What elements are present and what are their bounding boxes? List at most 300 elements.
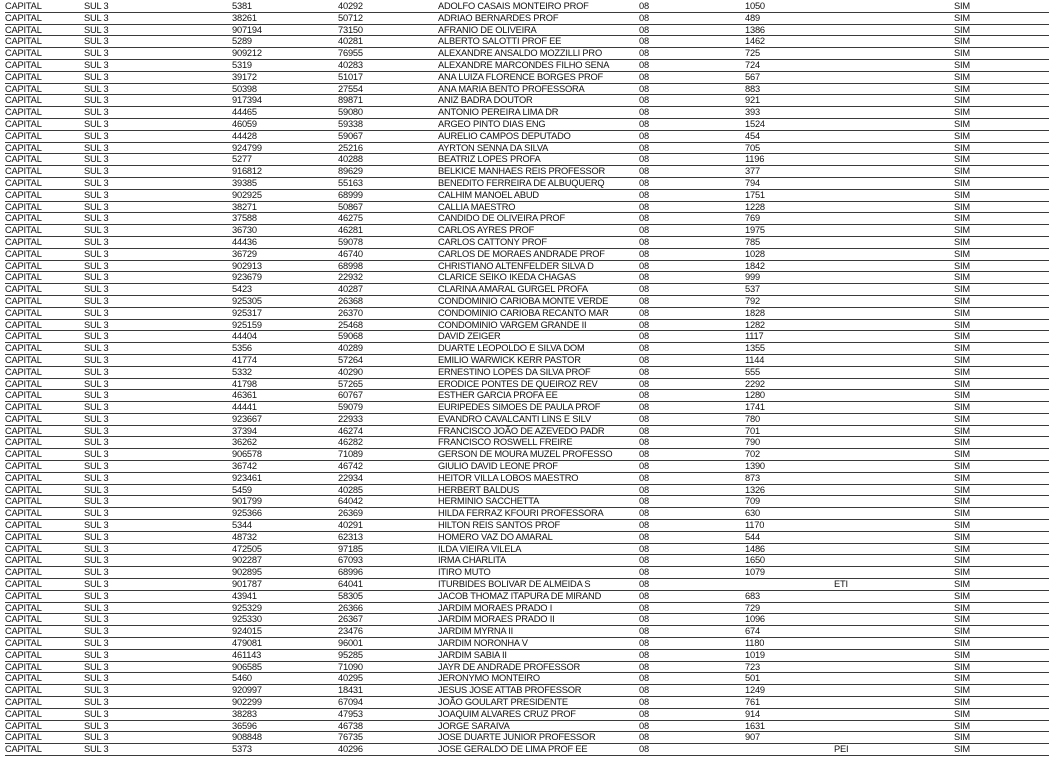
cie-code-cell: 40296 bbox=[338, 744, 363, 755]
table-row bbox=[5, 402, 1049, 414]
enrollment-cell: 705 bbox=[745, 142, 760, 153]
status-cell: SIM bbox=[954, 343, 970, 354]
grade-cell: 08 bbox=[639, 378, 649, 389]
table-row bbox=[5, 567, 1049, 579]
enrollment-cell: 1282 bbox=[745, 319, 765, 330]
table-row bbox=[5, 296, 1049, 308]
grade-cell: 08 bbox=[639, 59, 649, 70]
district-cell: SUL 3 bbox=[84, 543, 109, 554]
enrollment-cell: 537 bbox=[745, 284, 760, 295]
school-name-cell: ANTONIO PEREIRA LIMA DR bbox=[438, 107, 559, 118]
program-cell bbox=[834, 555, 954, 566]
table-row bbox=[5, 603, 1049, 615]
district-cell: SUL 3 bbox=[84, 354, 109, 365]
table-row bbox=[5, 213, 1049, 225]
school-name-cell: CANDIDO DE OLIVEIRA PROF bbox=[438, 213, 565, 224]
district-cell: SUL 3 bbox=[84, 177, 109, 188]
school-code-cell: 902895 bbox=[232, 567, 262, 578]
enrollment-cell: 1462 bbox=[745, 36, 765, 47]
grade-cell: 08 bbox=[639, 673, 649, 684]
enrollment-cell: 567 bbox=[745, 71, 760, 82]
grade-cell: 08 bbox=[639, 579, 649, 590]
status-cell: SIM bbox=[954, 213, 970, 224]
cie-code-cell: 73150 bbox=[338, 24, 363, 35]
grade-cell: 08 bbox=[639, 130, 649, 141]
table-row bbox=[5, 379, 1049, 391]
district-cell: SUL 3 bbox=[84, 649, 109, 660]
program-cell bbox=[834, 485, 954, 496]
table-row bbox=[5, 544, 1049, 556]
grade-cell: 08 bbox=[639, 555, 649, 566]
table-row bbox=[5, 461, 1049, 473]
cie-code-cell: 46742 bbox=[338, 461, 363, 472]
cie-code-cell: 97185 bbox=[338, 543, 363, 554]
school-name-cell: ALBERTO SALOTTI PROF EE bbox=[438, 36, 562, 47]
cie-code-cell: 50867 bbox=[338, 201, 363, 212]
school-code-cell: 5423 bbox=[232, 284, 252, 295]
status-cell: SIM bbox=[954, 508, 970, 519]
program-cell bbox=[834, 320, 954, 331]
program-cell bbox=[834, 296, 954, 307]
grade-cell: 08 bbox=[639, 602, 649, 613]
enrollment-cell: 1228 bbox=[745, 201, 765, 212]
region-cell: CAPITAL bbox=[5, 732, 42, 743]
program-cell bbox=[834, 650, 954, 661]
region-cell: CAPITAL bbox=[5, 579, 42, 590]
table-row bbox=[5, 437, 1049, 449]
enrollment-cell: 1486 bbox=[745, 543, 765, 554]
program-cell bbox=[834, 449, 954, 460]
region-cell: CAPITAL bbox=[5, 425, 42, 436]
district-cell: SUL 3 bbox=[84, 366, 109, 377]
table-row bbox=[5, 331, 1049, 343]
school-code-cell: 48732 bbox=[232, 531, 257, 542]
cie-code-cell: 59068 bbox=[338, 331, 363, 342]
district-cell: SUL 3 bbox=[84, 520, 109, 531]
status-cell: SIM bbox=[954, 319, 970, 330]
school-code-cell: 902925 bbox=[232, 189, 262, 200]
program-cell bbox=[834, 390, 954, 401]
table-row bbox=[5, 520, 1049, 532]
school-code-cell: 901787 bbox=[232, 579, 262, 590]
enrollment-cell: 1180 bbox=[745, 638, 765, 649]
school-code-cell: 44428 bbox=[232, 130, 257, 141]
enrollment-cell: 702 bbox=[745, 449, 760, 460]
district-cell: SUL 3 bbox=[84, 638, 109, 649]
region-cell: CAPITAL bbox=[5, 520, 42, 531]
grade-cell: 08 bbox=[639, 614, 649, 625]
school-code-cell: 902913 bbox=[232, 260, 262, 271]
school-code-cell: 5332 bbox=[232, 366, 252, 377]
program-cell bbox=[834, 237, 954, 248]
program-cell bbox=[834, 1, 954, 12]
region-cell: CAPITAL bbox=[5, 130, 42, 141]
grade-cell: 08 bbox=[639, 213, 649, 224]
cie-code-cell: 71090 bbox=[338, 661, 363, 672]
school-name-cell: GERSON DE MOURA MUZEL PROFESSO bbox=[438, 449, 613, 460]
program-cell bbox=[834, 567, 954, 578]
school-name-cell: AYRTON SENNA DA SILVA bbox=[438, 142, 549, 153]
cie-code-cell: 26367 bbox=[338, 614, 363, 625]
region-cell: CAPITAL bbox=[5, 36, 42, 47]
program-cell bbox=[834, 225, 954, 236]
school-name-cell: HILDA FERRAZ KFOURI PROFESSORA bbox=[438, 508, 604, 519]
grade-cell: 08 bbox=[639, 437, 649, 448]
region-cell: CAPITAL bbox=[5, 201, 42, 212]
school-code-cell: 39172 bbox=[232, 71, 257, 82]
cie-code-cell: 57265 bbox=[338, 378, 363, 389]
table-row bbox=[5, 60, 1049, 72]
school-name-cell: HEITOR VILLA LOBOS MAESTRO bbox=[438, 472, 579, 483]
table-row bbox=[5, 662, 1049, 674]
table-row bbox=[5, 650, 1049, 662]
district-cell: SUL 3 bbox=[84, 83, 109, 94]
grade-cell: 08 bbox=[639, 402, 649, 413]
district-cell: SUL 3 bbox=[84, 107, 109, 118]
district-cell: SUL 3 bbox=[84, 95, 109, 106]
table-row bbox=[5, 426, 1049, 438]
grade-cell: 08 bbox=[639, 366, 649, 377]
school-name-cell: JORGE SARAIVA bbox=[438, 720, 510, 731]
enrollment-cell: 729 bbox=[745, 602, 760, 613]
status-cell: SIM bbox=[954, 626, 970, 637]
grade-cell: 08 bbox=[639, 12, 649, 23]
table-row bbox=[5, 131, 1049, 143]
table-row bbox=[5, 485, 1049, 497]
program-cell bbox=[834, 685, 954, 696]
district-cell: SUL 3 bbox=[84, 36, 109, 47]
status-cell: SIM bbox=[954, 390, 970, 401]
enrollment-cell: 377 bbox=[745, 166, 760, 177]
program-cell bbox=[834, 13, 954, 24]
region-cell: CAPITAL bbox=[5, 673, 42, 684]
school-name-cell: GIULIO DAVID LEONE PROF bbox=[438, 461, 558, 472]
cie-code-cell: 67093 bbox=[338, 555, 363, 566]
grade-cell: 08 bbox=[639, 166, 649, 177]
table-row bbox=[5, 343, 1049, 355]
enrollment-cell: 1524 bbox=[745, 118, 765, 129]
program-cell bbox=[834, 261, 954, 272]
status-cell: SIM bbox=[954, 732, 970, 743]
table-row bbox=[5, 143, 1049, 155]
school-name-cell: CARLOS AYRES PROF bbox=[438, 225, 535, 236]
school-code-cell: 923461 bbox=[232, 472, 262, 483]
cie-code-cell: 40285 bbox=[338, 484, 363, 495]
region-cell: CAPITAL bbox=[5, 248, 42, 259]
region-cell: CAPITAL bbox=[5, 531, 42, 542]
district-cell: SUL 3 bbox=[84, 142, 109, 153]
table-row bbox=[5, 261, 1049, 273]
cie-code-cell: 59078 bbox=[338, 236, 363, 247]
school-code-cell: 902287 bbox=[232, 555, 262, 566]
school-name-cell: DUARTE LEOPOLDO E SILVA DOM bbox=[438, 343, 585, 354]
district-cell: SUL 3 bbox=[84, 590, 109, 601]
program-cell bbox=[834, 473, 954, 484]
enrollment-cell: 501 bbox=[745, 673, 760, 684]
grade-cell: 08 bbox=[639, 708, 649, 719]
district-cell: SUL 3 bbox=[84, 295, 109, 306]
program-cell bbox=[834, 591, 954, 602]
district-cell: SUL 3 bbox=[84, 614, 109, 625]
status-cell: SIM bbox=[954, 272, 970, 283]
program-cell bbox=[834, 107, 954, 118]
status-cell: SIM bbox=[954, 284, 970, 295]
school-code-cell: 908848 bbox=[232, 732, 262, 743]
program-cell bbox=[834, 437, 954, 448]
cie-code-cell: 51017 bbox=[338, 71, 363, 82]
status-cell: SIM bbox=[954, 295, 970, 306]
district-cell: SUL 3 bbox=[84, 567, 109, 578]
district-cell: SUL 3 bbox=[84, 579, 109, 590]
table-row bbox=[5, 496, 1049, 508]
table-row bbox=[5, 249, 1049, 261]
program-cell bbox=[834, 426, 954, 437]
school-code-cell: 50398 bbox=[232, 83, 257, 94]
status-cell: SIM bbox=[954, 720, 970, 731]
program-cell bbox=[834, 532, 954, 543]
school-name-cell: CARLOS CATTONY PROF bbox=[438, 236, 547, 247]
school-code-cell: 5319 bbox=[232, 59, 252, 70]
table-row bbox=[5, 225, 1049, 237]
program-cell bbox=[834, 95, 954, 106]
region-cell: CAPITAL bbox=[5, 213, 42, 224]
grade-cell: 08 bbox=[639, 260, 649, 271]
school-code-cell: 925305 bbox=[232, 295, 262, 306]
region-cell: CAPITAL bbox=[5, 295, 42, 306]
cie-code-cell: 68998 bbox=[338, 260, 363, 271]
program-cell bbox=[834, 202, 954, 213]
program-cell bbox=[834, 673, 954, 684]
school-code-cell: 43941 bbox=[232, 590, 257, 601]
cie-code-cell: 46281 bbox=[338, 225, 363, 236]
grade-cell: 08 bbox=[639, 331, 649, 342]
region-cell: CAPITAL bbox=[5, 71, 42, 82]
status-cell: SIM bbox=[954, 59, 970, 70]
enrollment-cell: 725 bbox=[745, 48, 760, 59]
region-cell: CAPITAL bbox=[5, 555, 42, 566]
program-cell bbox=[834, 272, 954, 283]
school-code-cell: 925329 bbox=[232, 602, 262, 613]
program-cell bbox=[834, 697, 954, 708]
grade-cell: 08 bbox=[639, 272, 649, 283]
cie-code-cell: 76955 bbox=[338, 48, 363, 59]
cie-code-cell: 18431 bbox=[338, 685, 363, 696]
school-code-cell: 920997 bbox=[232, 685, 262, 696]
district-cell: SUL 3 bbox=[84, 189, 109, 200]
region-cell: CAPITAL bbox=[5, 95, 42, 106]
program-cell bbox=[834, 367, 954, 378]
grade-cell: 08 bbox=[639, 590, 649, 601]
school-name-cell: JESUS JOSE ATTAB PROFESSOR bbox=[438, 685, 582, 696]
region-cell: CAPITAL bbox=[5, 307, 42, 318]
school-name-cell: ANA MARIA BENTO PROFESSORA bbox=[438, 83, 585, 94]
program-cell bbox=[834, 308, 954, 319]
district-cell: SUL 3 bbox=[84, 213, 109, 224]
district-cell: SUL 3 bbox=[84, 661, 109, 672]
school-name-cell: CONDOMINIO VARGEM GRANDE II bbox=[438, 319, 587, 330]
region-cell: CAPITAL bbox=[5, 272, 42, 283]
school-name-cell: BELKICE MANHAES REIS PROFESSOR bbox=[438, 166, 606, 177]
school-name-cell: HERMINIO SACCHETTA bbox=[438, 496, 540, 507]
grade-cell: 08 bbox=[639, 520, 649, 531]
school-name-cell: FRANCISCO JOÃO DE AZEVEDO PADR bbox=[438, 425, 605, 436]
school-code-cell: 5277 bbox=[232, 154, 252, 165]
table-row bbox=[5, 685, 1049, 697]
district-cell: SUL 3 bbox=[84, 484, 109, 495]
district-cell: SUL 3 bbox=[84, 413, 109, 424]
grade-cell: 08 bbox=[639, 343, 649, 354]
program-cell bbox=[834, 379, 954, 390]
district-cell: SUL 3 bbox=[84, 59, 109, 70]
district-cell: SUL 3 bbox=[84, 130, 109, 141]
program-cell bbox=[834, 461, 954, 472]
district-cell: SUL 3 bbox=[84, 708, 109, 719]
table-row bbox=[5, 154, 1049, 166]
status-cell: SIM bbox=[954, 744, 970, 755]
enrollment-cell: 1390 bbox=[745, 461, 765, 472]
program-cell: PEI bbox=[834, 744, 849, 755]
enrollment-cell: 709 bbox=[745, 496, 760, 507]
cie-code-cell: 25468 bbox=[338, 319, 363, 330]
program-cell bbox=[834, 520, 954, 531]
region-cell: CAPITAL bbox=[5, 166, 42, 177]
school-code-cell: 46059 bbox=[232, 118, 257, 129]
status-cell: SIM bbox=[954, 531, 970, 542]
enrollment-cell: 454 bbox=[745, 130, 760, 141]
school-code-cell: 36596 bbox=[232, 720, 257, 731]
grade-cell: 08 bbox=[639, 107, 649, 118]
status-cell: SIM bbox=[954, 354, 970, 365]
grade-cell: 08 bbox=[639, 661, 649, 672]
table-row bbox=[5, 308, 1049, 320]
district-cell: SUL 3 bbox=[84, 343, 109, 354]
cie-code-cell: 57264 bbox=[338, 354, 363, 365]
cie-code-cell: 40287 bbox=[338, 284, 363, 295]
table-row bbox=[5, 697, 1049, 709]
school-code-cell: 36729 bbox=[232, 248, 257, 259]
school-code-cell: 36730 bbox=[232, 225, 257, 236]
grade-cell: 08 bbox=[639, 543, 649, 554]
grade-cell: 08 bbox=[639, 390, 649, 401]
region-cell: CAPITAL bbox=[5, 378, 42, 389]
status-cell: SIM bbox=[954, 331, 970, 342]
table-row bbox=[5, 320, 1049, 332]
enrollment-cell: 1019 bbox=[745, 649, 765, 660]
region-cell: CAPITAL bbox=[5, 685, 42, 696]
cie-code-cell: 89629 bbox=[338, 166, 363, 177]
table-row bbox=[5, 744, 1049, 756]
grade-cell: 08 bbox=[639, 201, 649, 212]
program-cell bbox=[834, 154, 954, 165]
program-cell bbox=[834, 284, 954, 295]
cie-code-cell: 46282 bbox=[338, 437, 363, 448]
district-cell: SUL 3 bbox=[84, 48, 109, 59]
program-cell bbox=[834, 213, 954, 224]
school-code-cell: 37394 bbox=[232, 425, 257, 436]
grade-cell: 08 bbox=[639, 154, 649, 165]
table-row bbox=[5, 709, 1049, 721]
status-cell: SIM bbox=[954, 118, 970, 129]
cie-code-cell: 40283 bbox=[338, 59, 363, 70]
table-row bbox=[5, 48, 1049, 60]
table-row bbox=[5, 721, 1049, 733]
school-code-cell: 5459 bbox=[232, 484, 252, 495]
grade-cell: 08 bbox=[639, 449, 649, 460]
school-name-cell: IRMA CHARLITA bbox=[438, 555, 506, 566]
program-cell bbox=[834, 131, 954, 142]
region-cell: CAPITAL bbox=[5, 413, 42, 424]
cie-code-cell: 96001 bbox=[338, 638, 363, 649]
enrollment-cell: 1144 bbox=[745, 354, 765, 365]
table-row bbox=[5, 367, 1049, 379]
enrollment-cell: 1828 bbox=[745, 307, 765, 318]
grade-cell: 08 bbox=[639, 319, 649, 330]
table-row bbox=[5, 190, 1049, 202]
enrollment-cell: 1096 bbox=[745, 614, 765, 625]
program-cell bbox=[834, 178, 954, 189]
school-name-cell: AURELIO CAMPOS DEPUTADO bbox=[438, 130, 571, 141]
enrollment-cell: 761 bbox=[745, 697, 760, 708]
cie-code-cell: 40288 bbox=[338, 154, 363, 165]
grade-cell: 08 bbox=[639, 189, 649, 200]
school-name-cell: JAYR DE ANDRADE PROFESSOR bbox=[438, 661, 581, 672]
grade-cell: 08 bbox=[639, 177, 649, 188]
school-name-cell: JARDIM MORAES PRADO I bbox=[438, 602, 553, 613]
status-cell: SIM bbox=[954, 461, 970, 472]
program-cell bbox=[834, 614, 954, 625]
cie-code-cell: 50712 bbox=[338, 12, 363, 23]
school-code-cell: 906578 bbox=[232, 449, 262, 460]
grade-cell: 08 bbox=[639, 508, 649, 519]
cie-code-cell: 40295 bbox=[338, 673, 363, 684]
status-cell: SIM bbox=[954, 142, 970, 153]
region-cell: CAPITAL bbox=[5, 720, 42, 731]
enrollment-cell: 630 bbox=[745, 508, 760, 519]
table-row bbox=[5, 284, 1049, 296]
school-name-cell: JARDIM NORONHA V bbox=[438, 638, 528, 649]
school-name-cell: BEATRIZ LOPES PROFA bbox=[438, 154, 541, 165]
cie-code-cell: 47953 bbox=[338, 708, 363, 719]
region-cell: CAPITAL bbox=[5, 1, 42, 11]
table-row bbox=[5, 25, 1049, 37]
cie-code-cell: 40289 bbox=[338, 343, 363, 354]
program-cell bbox=[834, 603, 954, 614]
district-cell: SUL 3 bbox=[84, 307, 109, 318]
enrollment-cell: 1028 bbox=[745, 248, 765, 259]
region-cell: CAPITAL bbox=[5, 437, 42, 448]
grade-cell: 08 bbox=[639, 284, 649, 295]
enrollment-cell: 1355 bbox=[745, 343, 765, 354]
status-cell: SIM bbox=[954, 649, 970, 660]
grade-cell: 08 bbox=[639, 48, 649, 59]
district-cell: SUL 3 bbox=[84, 425, 109, 436]
program-cell bbox=[834, 496, 954, 507]
table-row bbox=[5, 72, 1049, 84]
school-code-cell: 5373 bbox=[232, 744, 252, 755]
school-name-cell: JOSE DUARTE JUNIOR PROFESSOR bbox=[438, 732, 596, 743]
program-cell bbox=[834, 343, 954, 354]
grade-cell: 08 bbox=[639, 425, 649, 436]
program-cell bbox=[834, 25, 954, 36]
school-code-cell: 923679 bbox=[232, 272, 262, 283]
enrollment-cell: 701 bbox=[745, 425, 760, 436]
school-name-cell: EVANDRO CAVALCANTI LINS E SILV bbox=[438, 413, 591, 424]
region-cell: CAPITAL bbox=[5, 472, 42, 483]
program-cell bbox=[834, 355, 954, 366]
program-cell bbox=[834, 166, 954, 177]
school-name-cell: JERONYMO MONTEIRO bbox=[438, 673, 540, 684]
program-cell bbox=[834, 508, 954, 519]
